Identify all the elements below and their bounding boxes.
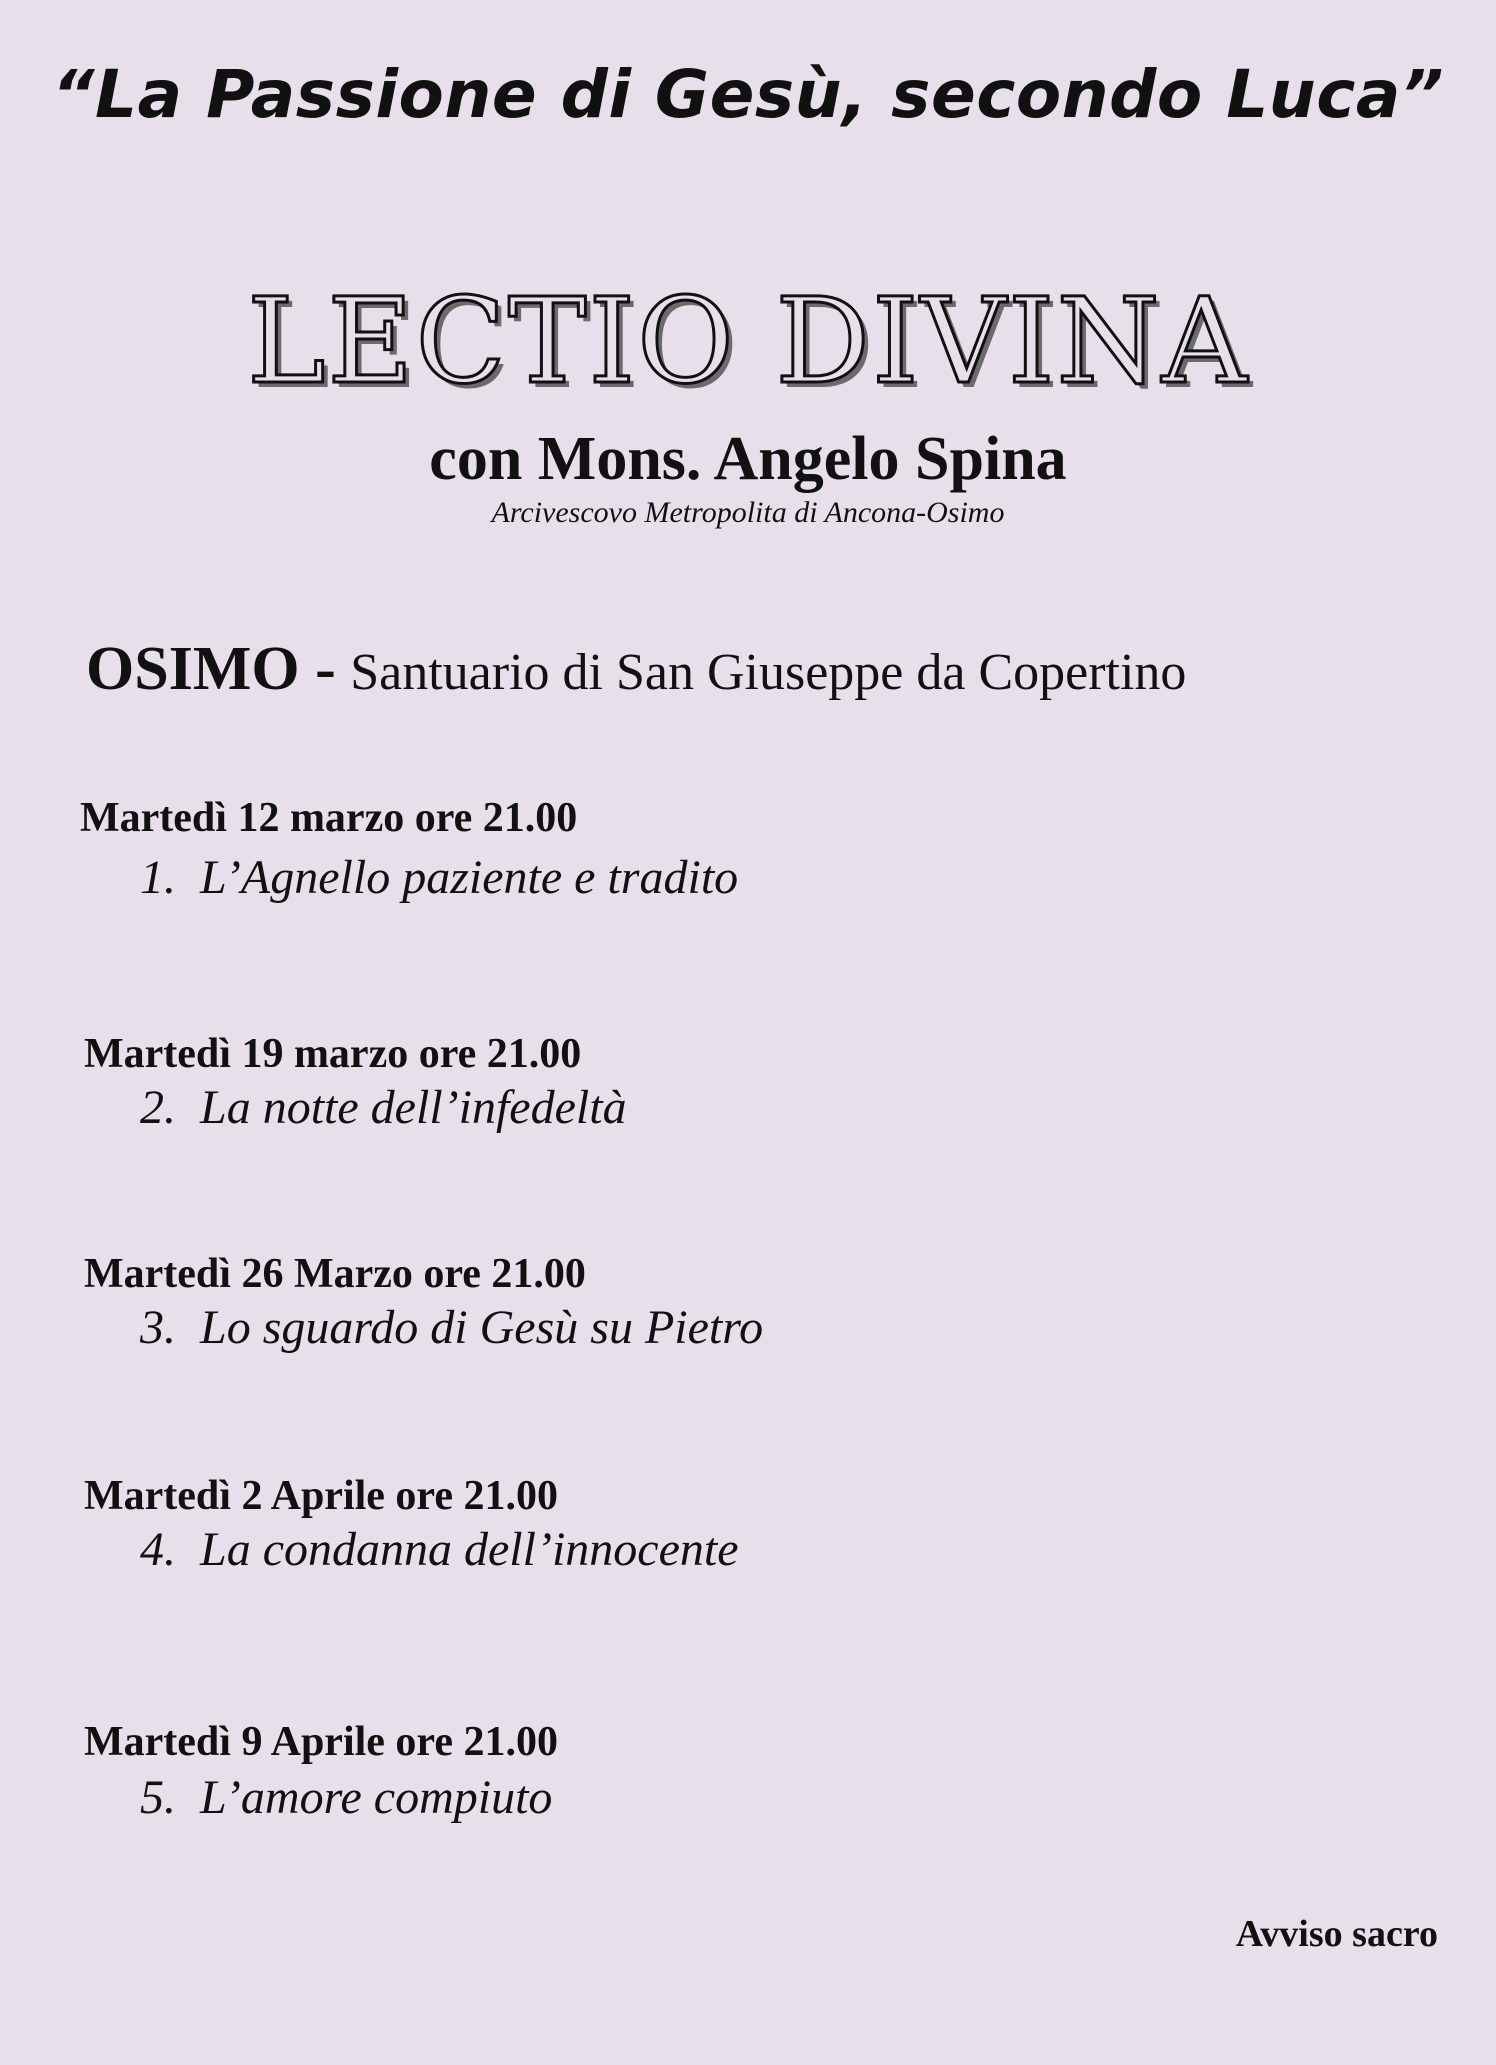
event-number: 4. bbox=[140, 1523, 176, 1576]
event-number: 2. bbox=[140, 1081, 176, 1134]
event-topic-text: Lo sguardo di Gesù su Pietro bbox=[200, 1301, 764, 1354]
speaker-name: con Mons. Angelo Spina bbox=[429, 425, 1067, 493]
event-topic bbox=[140, 1300, 763, 1355]
location-city: OSIMO - bbox=[86, 635, 336, 703]
event-topic bbox=[140, 850, 738, 905]
event-topic bbox=[140, 1522, 739, 1577]
speaker-role: Arcivescovo Metropolita di Ancona-Osimo bbox=[491, 496, 1005, 529]
event-number: 3. bbox=[140, 1301, 176, 1354]
event-topic-text: La condanna dell’innocente bbox=[200, 1523, 739, 1576]
location-place: Santuario di San Giuseppe da Copertino bbox=[350, 644, 1187, 701]
location-line bbox=[86, 634, 1186, 705]
event-number: 1. bbox=[140, 851, 176, 904]
event-date: Martedì 26 Marzo ore 21.00 bbox=[84, 1251, 586, 1297]
event-date: Martedì 9 Aprile ore 21.00 bbox=[84, 1719, 558, 1765]
event-topic-text: La notte dell’infedeltà bbox=[200, 1081, 627, 1134]
event-topic-text: L’Agnello paziente e tradito bbox=[200, 851, 739, 904]
quote-title: “La Passione di Gesù, secondo Luca” bbox=[52, 56, 1444, 133]
main-title bbox=[0, 272, 1496, 410]
event-topic bbox=[140, 1770, 552, 1825]
main-title-text: LECTIO DIVINA bbox=[247, 272, 1249, 410]
event-date: Martedì 19 marzo ore 21.00 bbox=[84, 1031, 582, 1077]
event-date: Martedì 2 Aprile ore 21.00 bbox=[84, 1473, 558, 1519]
event-date: Martedì 12 marzo ore 21.00 bbox=[80, 795, 578, 841]
event-number: 5. bbox=[140, 1771, 176, 1824]
footer-notice: Avviso sacro bbox=[1235, 1913, 1438, 1955]
event-topic-text: L’amore compiuto bbox=[200, 1771, 553, 1824]
event-topic bbox=[140, 1080, 627, 1135]
